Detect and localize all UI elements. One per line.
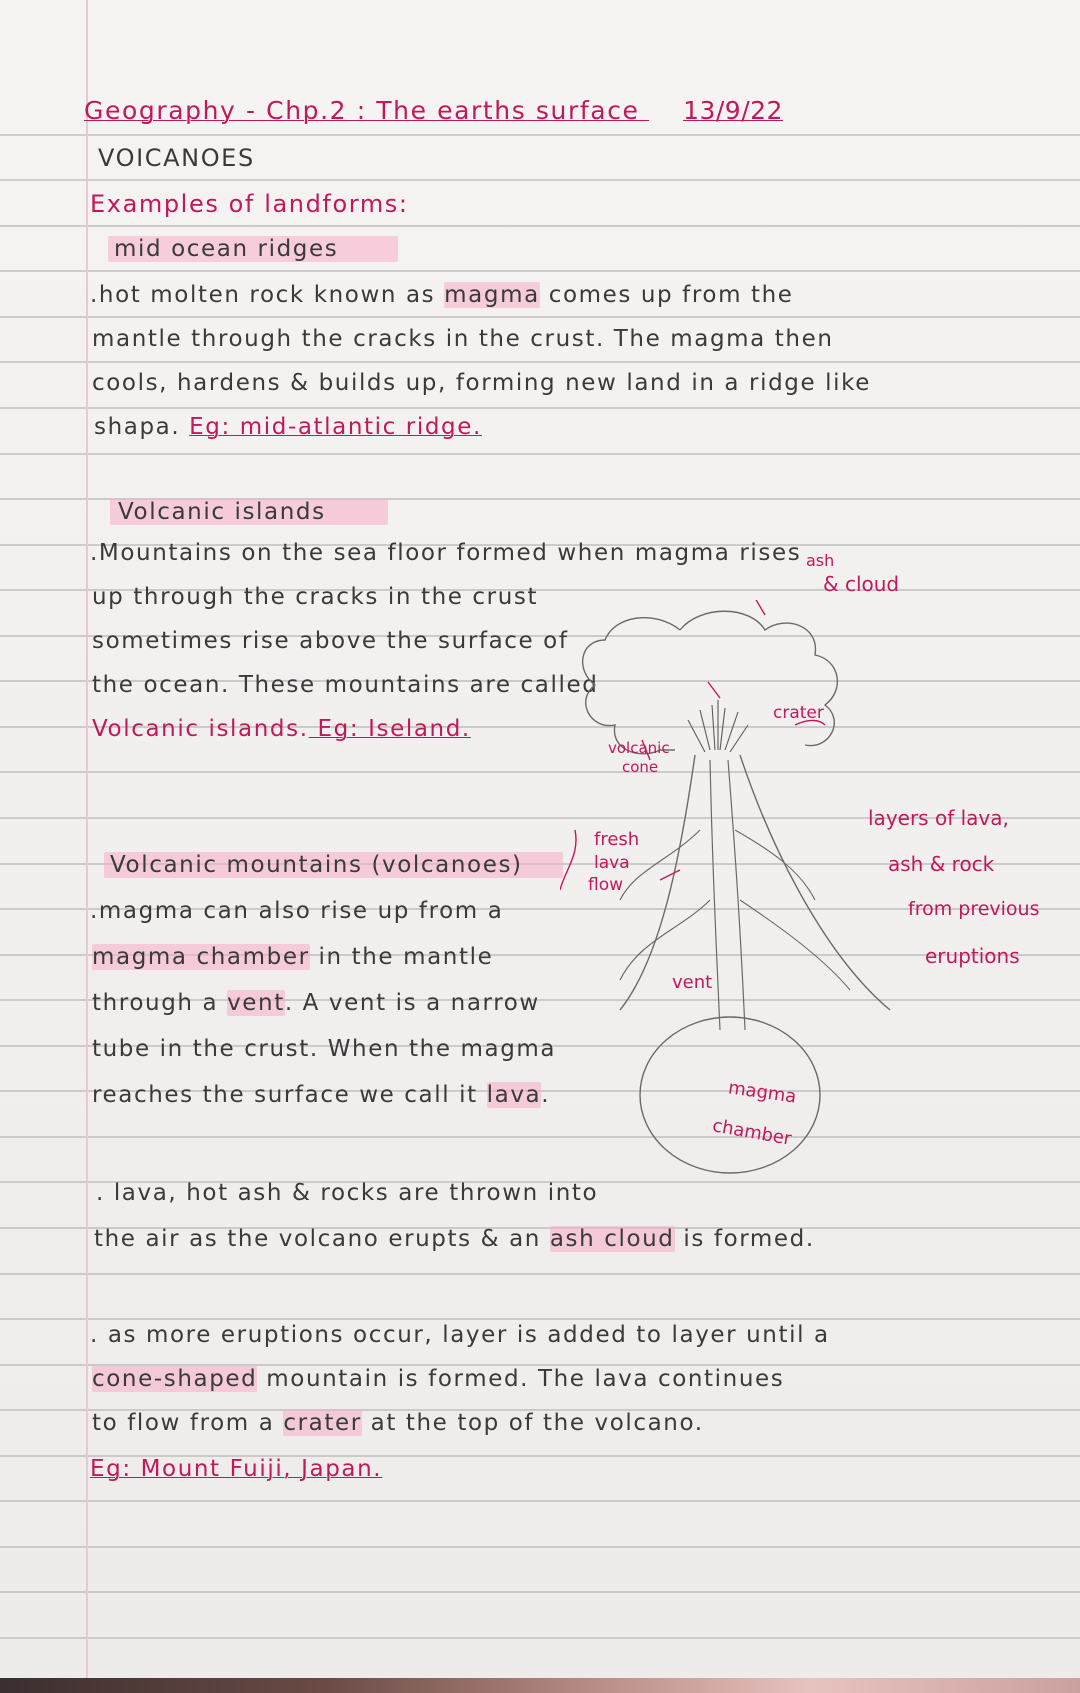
cone-line-4: Eg: Mount Fuiji, Japan. — [90, 1456, 383, 1482]
ridges-line-1 — [90, 282, 794, 308]
examples-heading: Examples of landforms: — [90, 190, 409, 218]
islands-line-5 — [92, 716, 471, 742]
cone-line-3a: to flow from a — [92, 1410, 284, 1436]
eruption-line-2b: ash cloud — [549, 1226, 675, 1252]
islands-heading-text: Volcanic islands — [110, 499, 388, 525]
mountains-line-5c: . — [541, 1082, 551, 1108]
cone-line-3 — [92, 1410, 704, 1436]
islands-line-4: the ocean. These mountains are called — [92, 672, 599, 698]
mountains-heading — [104, 852, 563, 878]
islands-line-5a: Volcanic islands. — [92, 716, 309, 742]
islands-line-2: up through the cracks in the crust — [92, 584, 539, 610]
mountains-line-1: .magma can also rise up from a — [90, 898, 504, 924]
ridges-line-1c: comes up from the — [539, 282, 794, 308]
cone-line-2 — [92, 1366, 784, 1392]
label-flow: flow — [588, 875, 624, 895]
ridges-line-2: mantle through the cracks in the crust. The magma then — [92, 326, 834, 352]
eruption-line-2 — [94, 1226, 815, 1252]
islands-heading — [110, 499, 388, 525]
mountains-line-5b: lava — [486, 1082, 542, 1108]
label-ash: ash — [806, 551, 835, 570]
label-layers-4: eruptions — [925, 944, 1020, 968]
ridges-line-4b: Eg: mid-atlantic ridge. — [189, 414, 482, 440]
label-layers-1: layers of lava, — [868, 806, 1009, 830]
label-layers-2: ash & rock — [888, 852, 995, 876]
background-edge — [0, 1678, 1080, 1693]
label-layers-3: from previous — [908, 898, 1040, 920]
cone-line-1: . as more eruptions occur, layer is added to layer until a — [90, 1322, 830, 1348]
ridges-line-1b: magma — [444, 282, 540, 308]
title-text: Geography - Chp.2 : The earths surface — [84, 96, 640, 125]
cone-line-2a: cone-shaped — [92, 1366, 258, 1392]
mountains-line-2 — [92, 944, 493, 970]
ridges-heading — [108, 236, 398, 262]
ridges-line-4a: shapa. — [94, 414, 190, 440]
margin-line — [86, 0, 88, 1693]
islands-line-3: sometimes rise above the surface of — [92, 628, 569, 654]
title-date: 13/9/22 — [683, 96, 783, 125]
label-fresh: fresh — [594, 829, 640, 850]
ridges-line-4 — [94, 414, 482, 440]
islands-line-5b: Eg: Iseland. — [308, 716, 471, 742]
label-lava: lava — [594, 853, 630, 873]
mountains-line-5a: reaches the surface we call it — [92, 1082, 487, 1108]
mountains-line-4: tube in the crust. When the magma — [92, 1036, 557, 1062]
label-chamber: chamber — [710, 1115, 793, 1150]
ridges-line-1a: .hot molten rock known as — [90, 282, 445, 308]
section-title: VOICANOES — [98, 144, 255, 172]
mountains-line-5 — [92, 1082, 550, 1108]
mountains-line-3c: . A vent is a narrow — [284, 990, 540, 1016]
mountains-line-2a: magma chamber — [92, 944, 310, 970]
mountains-line-3a: through a — [92, 990, 228, 1016]
mountains-line-3 — [92, 990, 540, 1016]
cone-line-2b: mountain is formed. The lava continues — [257, 1366, 785, 1392]
mountains-heading-text: Volcanic mountains (volcanoes) — [104, 852, 563, 878]
mountains-line-3b: vent — [227, 990, 285, 1016]
page-title — [84, 96, 783, 125]
label-crater: crater — [773, 703, 824, 723]
label-volcanic-cone-2: cone — [622, 758, 659, 776]
ridges-line-3: cools, hardens & builds up, forming new land in a ridge like — [92, 370, 871, 396]
eruption-line-2c: is formed. — [674, 1226, 815, 1252]
eruption-line-2a: the air as the volcano erupts & an — [94, 1226, 550, 1252]
label-cloud: & cloud — [823, 572, 900, 596]
label-vent: vent — [672, 972, 713, 993]
eruption-line-1: . lava, hot ash & rocks are thrown into — [96, 1180, 599, 1206]
cone-line-3c: at the top of the volcano. — [361, 1410, 704, 1436]
mountains-line-2b: in the mantle — [309, 944, 494, 970]
label-magma: magma — [726, 1077, 798, 1108]
ridges-heading-text: mid ocean ridges — [108, 236, 398, 262]
cone-line-3b: crater — [283, 1410, 362, 1436]
islands-line-1: .Mountains on the sea floor formed when magma rises — [90, 540, 802, 566]
label-volcanic-cone-1: volcanic — [608, 739, 670, 757]
